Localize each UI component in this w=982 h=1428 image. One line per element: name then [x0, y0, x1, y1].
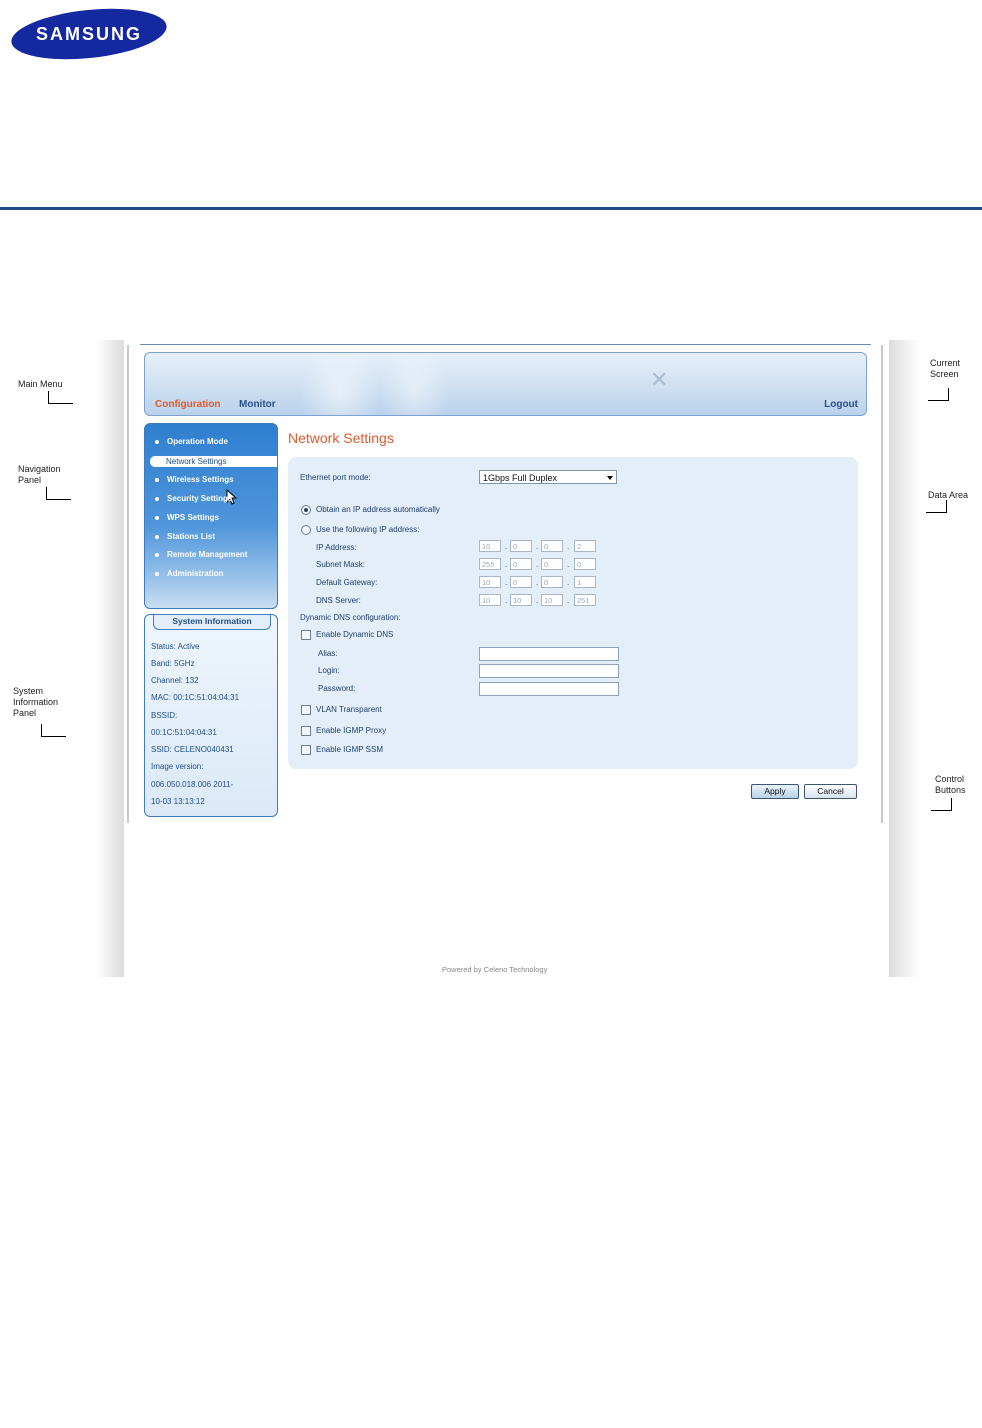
data-area [288, 457, 858, 769]
enable-dynamic-dns-label: Enable Dynamic DNS [316, 630, 394, 639]
banner-photo [295, 353, 555, 415]
annotation-label: Screen [930, 369, 959, 379]
annotation-control-buttons [935, 774, 966, 796]
annotation-label: Main Menu [18, 379, 63, 389]
nav-item-remote-management[interactable] [155, 550, 247, 559]
annotation-main-menu [18, 379, 63, 390]
annotation-system-information-panel [13, 686, 58, 719]
ip-separator: . [536, 578, 539, 587]
system-information-panel [144, 614, 278, 817]
annotation-bracket [46, 487, 71, 500]
ip-separator: . [505, 560, 508, 569]
ip-separator: . [567, 578, 570, 587]
nav-item-stations-list[interactable] [155, 532, 215, 541]
ip-address-octet-4[interactable]: 2 [574, 540, 596, 552]
default-gateway-label: Default Gateway: [316, 578, 378, 587]
navigation-panel [144, 423, 278, 609]
annotation-label: Buttons [935, 785, 966, 795]
nav-item-label: Network Settings [166, 457, 227, 466]
login-input[interactable] [479, 664, 619, 678]
vlan-transparent-checkbox[interactable] [301, 705, 311, 715]
frame-top-line [140, 344, 871, 345]
sysinfo-band: Band: 5GHz [151, 659, 195, 668]
ip-separator: . [505, 542, 508, 551]
radio-obtain-ip-auto[interactable] [301, 505, 311, 515]
radio-use-static-ip[interactable] [301, 525, 311, 535]
banner-x-graphic: ✕ [650, 367, 669, 392]
gateway-octet-2[interactable]: 0 [510, 576, 532, 588]
password-input[interactable] [479, 682, 619, 696]
ip-address-octet-2[interactable]: 0 [510, 540, 532, 552]
subnet-mask-octet-2[interactable]: 0 [510, 558, 532, 570]
gateway-octet-3[interactable]: 0 [541, 576, 563, 588]
samsung-logo [10, 8, 168, 60]
annotation-label: Data Area [928, 490, 969, 500]
annotation-bracket [41, 724, 66, 737]
dns-server-label: DNS Server: [316, 596, 361, 605]
footer-powered-by: Powered by Celeno Technology [442, 965, 548, 974]
sysinfo-bssid-label: BSSID: [151, 711, 178, 720]
bullet-icon [155, 535, 159, 539]
enable-dynamic-dns-checkbox[interactable] [301, 630, 311, 640]
nav-item-wireless-settings[interactable] [155, 475, 234, 484]
nav-item-label: Stations List [167, 532, 216, 541]
nav-item-label: Administration [167, 569, 224, 578]
ip-separator: . [567, 596, 570, 605]
bullet-icon [155, 478, 159, 482]
ip-separator: . [536, 560, 539, 569]
igmp-ssm-checkbox[interactable] [301, 745, 311, 755]
nav-item-label: WPS Settings [167, 513, 220, 522]
igmp-proxy-checkbox[interactable] [301, 726, 311, 736]
header-banner [144, 352, 867, 416]
vlan-transparent-label: VLAN Transparent [316, 705, 382, 714]
dns-octet-2[interactable]: 10 [510, 594, 532, 606]
annotation-label: Panel [18, 475, 42, 485]
nav-item-label: Operation Mode [167, 437, 228, 446]
radio-use-static-ip-label: Use the following IP address: [316, 525, 420, 534]
annotation-label: Control [935, 774, 965, 784]
annotation-label: Current [930, 358, 961, 368]
ip-separator: . [536, 542, 539, 551]
alias-label: Alias: [318, 649, 338, 658]
ethernet-port-mode-select[interactable] [479, 470, 617, 484]
subnet-mask-octet-3[interactable]: 0 [541, 558, 563, 570]
subnet-mask-octet-1[interactable]: 255 [479, 558, 501, 570]
ip-separator: . [567, 542, 570, 551]
annotation-label: Navigation [18, 464, 61, 474]
ip-separator: . [505, 596, 508, 605]
ip-address-octet-1[interactable]: 10 [479, 540, 501, 552]
dns-octet-3[interactable]: 10 [541, 594, 563, 606]
sysinfo-mac: MAC: 00:1C:51:04:04:31 [151, 693, 240, 702]
ip-separator: . [536, 596, 539, 605]
document-divider [0, 207, 982, 210]
logo-text: SAMSUNG [35, 24, 143, 44]
dns-octet-4[interactable]: 251 [574, 594, 596, 606]
subnet-mask-label: Subnet Mask: [316, 560, 365, 569]
bullet-icon [155, 553, 159, 557]
ethernet-port-mode-label: Ethernet port mode: [300, 473, 371, 482]
nav-item-security-settings[interactable] [155, 494, 232, 503]
nav-item-administration[interactable] [155, 569, 223, 578]
sysinfo-image-version-label: Image version: [151, 762, 204, 771]
sysinfo-bssid-value: 00:1C:51:04:04:31 [151, 728, 217, 737]
password-label: Password: [318, 684, 356, 693]
ip-address-octet-3[interactable]: 0 [541, 540, 563, 552]
annotation-navigation-panel [18, 464, 61, 486]
sysinfo-image-version-date: 10-03 13:13:12 [151, 797, 205, 806]
gateway-octet-4[interactable]: 1 [574, 576, 596, 588]
annotation-data-area [928, 490, 968, 501]
dns-octet-1[interactable]: 10 [479, 594, 501, 606]
sysinfo-channel: Channel: 132 [151, 676, 199, 685]
annotation-label: System [13, 686, 44, 696]
annotation-label: Panel [13, 708, 37, 718]
system-information-title: System Information [153, 615, 271, 630]
cancel-button[interactable]: Cancel [804, 784, 857, 799]
nav-item-label: Wireless Settings [167, 475, 234, 484]
logout-link[interactable]: Logout [824, 399, 858, 410]
sysinfo-status: Status: Active [151, 642, 200, 651]
bullet-icon [155, 572, 159, 576]
igmp-ssm-label: Enable IGMP SSM [316, 745, 383, 754]
annotation-current-screen [930, 358, 960, 380]
subnet-mask-octet-4[interactable]: 0 [574, 558, 596, 570]
ip-address-label: IP Address: [316, 543, 357, 552]
bullet-icon [155, 516, 159, 520]
bullet-icon [155, 497, 159, 501]
igmp-proxy-label: Enable IGMP Proxy [316, 726, 387, 735]
sysinfo-ssid: SSID: CELENO040431 [151, 745, 234, 754]
nav-item-label: Security Settings [167, 494, 233, 503]
nav-item-wps-settings[interactable] [155, 513, 219, 522]
menu-configuration[interactable]: Configuration [155, 399, 221, 410]
sysinfo-image-version-value: 006.050.018.006 2011- [151, 780, 234, 789]
annotation-bracket [926, 500, 947, 513]
annotation-bracket [931, 798, 952, 811]
menu-monitor[interactable]: Monitor [239, 399, 276, 410]
frame-border-left [127, 345, 129, 823]
nav-item-operation-mode[interactable] [155, 437, 228, 446]
radio-obtain-ip-auto-label: Obtain an IP address automatically [316, 505, 440, 514]
apply-button[interactable]: Apply [751, 784, 799, 799]
dynamic-dns-heading: Dynamic DNS configuration: [300, 613, 401, 622]
nav-item-label: Remote Management [167, 550, 248, 559]
ethernet-port-mode-value: 1Gbps Full Duplex [483, 473, 558, 483]
screenshot-shadow-left [96, 340, 124, 977]
annotation-bracket [48, 391, 73, 404]
gateway-octet-1[interactable]: 10 [479, 576, 501, 588]
screenshot-shadow-right [889, 340, 919, 977]
alias-input[interactable] [479, 647, 619, 661]
chevron-down-icon [607, 476, 613, 480]
ip-separator: . [567, 560, 570, 569]
page-title: Network Settings [288, 430, 394, 446]
annotation-bracket [928, 388, 949, 401]
bullet-icon [155, 440, 159, 444]
nav-item-network-settings[interactable] [150, 456, 277, 467]
annotation-label: Information [13, 697, 59, 707]
frame-border-right [881, 345, 883, 823]
login-label: Login: [318, 666, 340, 675]
ip-separator: . [505, 578, 508, 587]
